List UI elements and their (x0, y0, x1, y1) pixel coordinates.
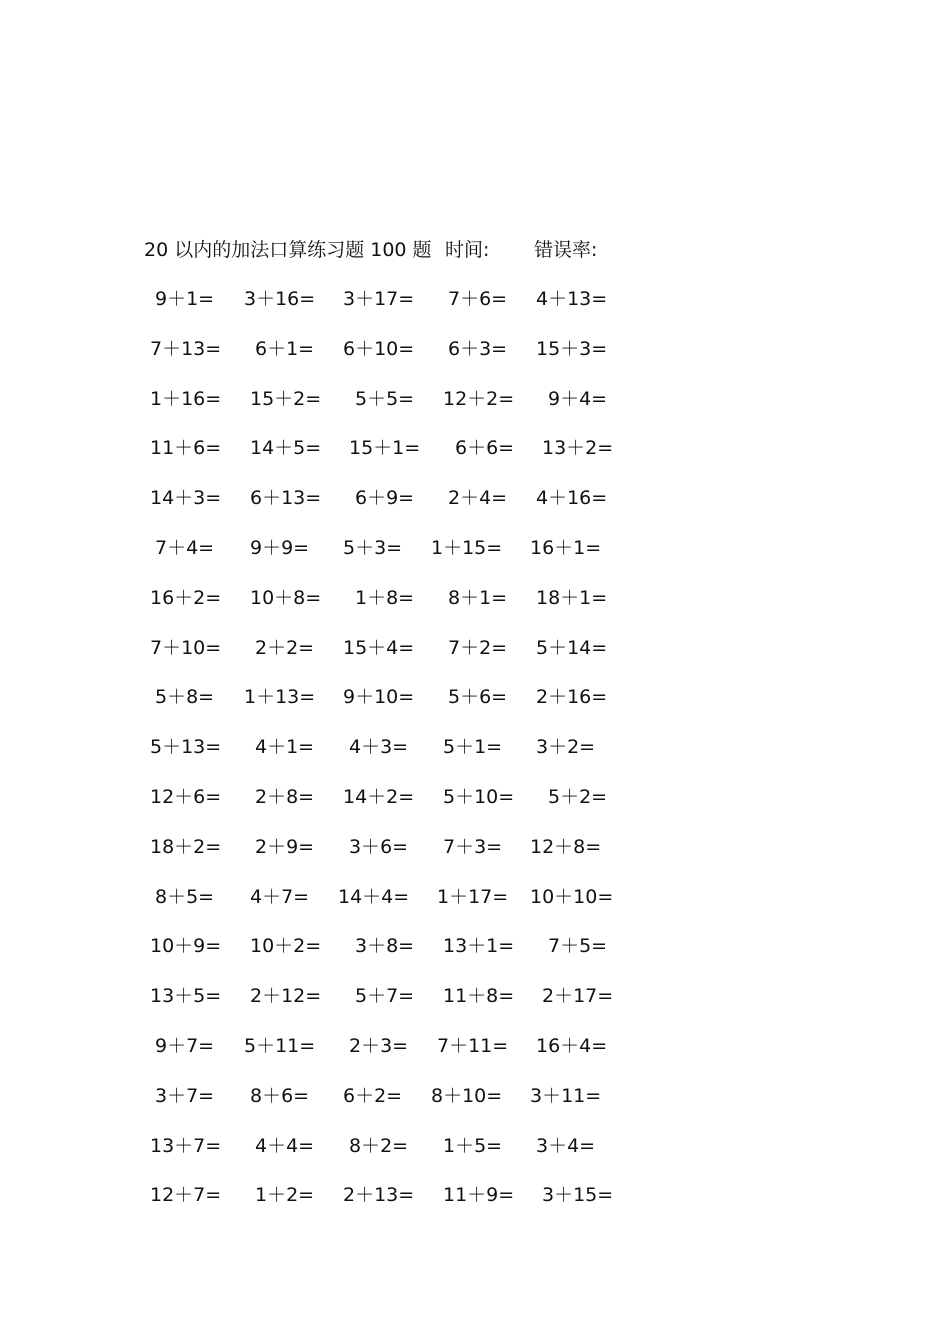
problem-r13-c1: 8＋5= (155, 886, 215, 908)
problem-r8-c2: 2＋2= (255, 637, 315, 659)
problem-r17-c1: 3＋7= (155, 1085, 215, 1107)
problem-r3-c2: 15＋2= (250, 388, 322, 410)
problem-r7-c4: 8＋1= (448, 587, 508, 609)
error-rate-label: 错误率: (534, 239, 598, 261)
problem-r18-c2: 4＋4= (255, 1135, 315, 1157)
problem-r12-c3: 3＋6= (349, 836, 409, 858)
problem-r10-c4: 5＋1= (443, 736, 503, 758)
time-label: 时间: (445, 239, 490, 261)
problem-r6-c1: 7＋4= (155, 537, 215, 559)
problem-r13-c4: 1＋17= (437, 886, 509, 908)
problem-r17-c2: 8＋6= (250, 1085, 310, 1107)
problem-r19-c4: 11＋9= (443, 1184, 515, 1206)
problem-r11-c5: 5＋2= (548, 786, 608, 808)
problem-r8-c4: 7＋2= (448, 637, 508, 659)
problem-r12-c4: 7＋3= (443, 836, 503, 858)
problem-r12-c2: 2＋9= (255, 836, 315, 858)
problem-r17-c5: 3＋11= (530, 1085, 602, 1107)
problem-r2-c1: 7＋13= (150, 338, 222, 360)
problem-r17-c4: 8＋10= (431, 1085, 503, 1107)
problem-r5-c3: 6＋9= (355, 487, 415, 509)
problem-r7-c1: 16＋2= (150, 587, 222, 609)
problem-r6-c2: 9＋9= (250, 537, 310, 559)
problem-r4-c1: 11＋6= (150, 437, 222, 459)
problem-r11-c4: 5＋10= (443, 786, 515, 808)
problem-r1-c5: 4＋13= (536, 288, 608, 310)
problem-r14-c2: 10＋2= (250, 935, 322, 957)
problem-r17-c3: 6＋2= (343, 1085, 403, 1107)
problem-r10-c2: 4＋1= (255, 736, 315, 758)
problem-r12-c5: 12＋8= (530, 836, 602, 858)
problem-r7-c3: 1＋8= (355, 587, 415, 609)
problem-r13-c3: 14＋4= (338, 886, 410, 908)
problem-r19-c2: 1＋2= (255, 1184, 315, 1206)
problem-r16-c2: 5＋11= (244, 1035, 316, 1057)
problem-r8-c5: 5＋14= (536, 637, 608, 659)
problem-r12-c1: 18＋2= (150, 836, 222, 858)
problem-r15-c2: 2＋12= (250, 985, 322, 1007)
problem-r2-c3: 6＋10= (343, 338, 415, 360)
worksheet-title: 20 以内的加法口算练习题 100 题 (144, 239, 432, 261)
problem-r1-c2: 3＋16= (244, 288, 316, 310)
problem-r9-c4: 5＋6= (448, 686, 508, 708)
problem-r3-c5: 9＋4= (548, 388, 608, 410)
problem-r13-c5: 10＋10= (530, 886, 614, 908)
problem-r14-c1: 10＋9= (150, 935, 222, 957)
problem-r3-c3: 5＋5= (355, 388, 415, 410)
problem-r4-c5: 13＋2= (542, 437, 614, 459)
problem-r5-c5: 4＋16= (536, 487, 608, 509)
problem-r9-c1: 5＋8= (155, 686, 215, 708)
problem-r1-c3: 3＋17= (343, 288, 415, 310)
problem-r15-c5: 2＋17= (542, 985, 614, 1007)
problem-r8-c1: 7＋10= (150, 637, 222, 659)
problem-r10-c1: 5＋13= (150, 736, 222, 758)
problem-r2-c2: 6＋1= (255, 338, 315, 360)
problem-r15-c1: 13＋5= (150, 985, 222, 1007)
problem-r1-c4: 7＋6= (448, 288, 508, 310)
problem-r2-c4: 6＋3= (448, 338, 508, 360)
problem-r3-c1: 1＋16= (150, 388, 222, 410)
problem-r11-c1: 12＋6= (150, 786, 222, 808)
problem-r18-c1: 13＋7= (150, 1135, 222, 1157)
problem-r5-c2: 6＋13= (250, 487, 322, 509)
problem-r9-c5: 2＋16= (536, 686, 608, 708)
problem-r6-c5: 16＋1= (530, 537, 602, 559)
problem-r16-c5: 16＋4= (536, 1035, 608, 1057)
problem-r10-c5: 3＋2= (536, 736, 596, 758)
problem-r14-c3: 3＋8= (355, 935, 415, 957)
problem-r18-c3: 8＋2= (349, 1135, 409, 1157)
problem-r14-c5: 7＋5= (548, 935, 608, 957)
problem-r7-c5: 18＋1= (536, 587, 608, 609)
problem-r4-c2: 14＋5= (250, 437, 322, 459)
problem-r10-c3: 4＋3= (349, 736, 409, 758)
problem-r16-c1: 9＋7= (155, 1035, 215, 1057)
problem-r18-c5: 3＋4= (536, 1135, 596, 1157)
problem-r7-c2: 10＋8= (250, 587, 322, 609)
problem-r9-c2: 1＋13= (244, 686, 316, 708)
problem-r4-c4: 6＋6= (455, 437, 515, 459)
problem-r8-c3: 15＋4= (343, 637, 415, 659)
problem-r15-c4: 11＋8= (443, 985, 515, 1007)
problem-r9-c3: 9＋10= (343, 686, 415, 708)
problem-r18-c4: 1＋5= (443, 1135, 503, 1157)
problem-r14-c4: 13＋1= (443, 935, 515, 957)
problem-r13-c2: 4＋7= (250, 886, 310, 908)
problem-r16-c3: 2＋3= (349, 1035, 409, 1057)
problem-r15-c3: 5＋7= (355, 985, 415, 1007)
problem-r11-c3: 14＋2= (343, 786, 415, 808)
problem-r6-c3: 5＋3= (343, 537, 403, 559)
problem-r6-c4: 1＋15= (431, 537, 503, 559)
problem-r11-c2: 2＋8= (255, 786, 315, 808)
problem-r3-c4: 12＋2= (443, 388, 515, 410)
problem-r16-c4: 7＋11= (437, 1035, 509, 1057)
problem-r19-c1: 12＋7= (150, 1184, 222, 1206)
problem-r5-c4: 2＋4= (448, 487, 508, 509)
problem-r19-c3: 2＋13= (343, 1184, 415, 1206)
problem-r19-c5: 3＋15= (542, 1184, 614, 1206)
problem-r2-c5: 15＋3= (536, 338, 608, 360)
problem-r4-c3: 15＋1= (349, 437, 421, 459)
problem-r1-c1: 9＋1= (155, 288, 215, 310)
problem-r5-c1: 14＋3= (150, 487, 222, 509)
